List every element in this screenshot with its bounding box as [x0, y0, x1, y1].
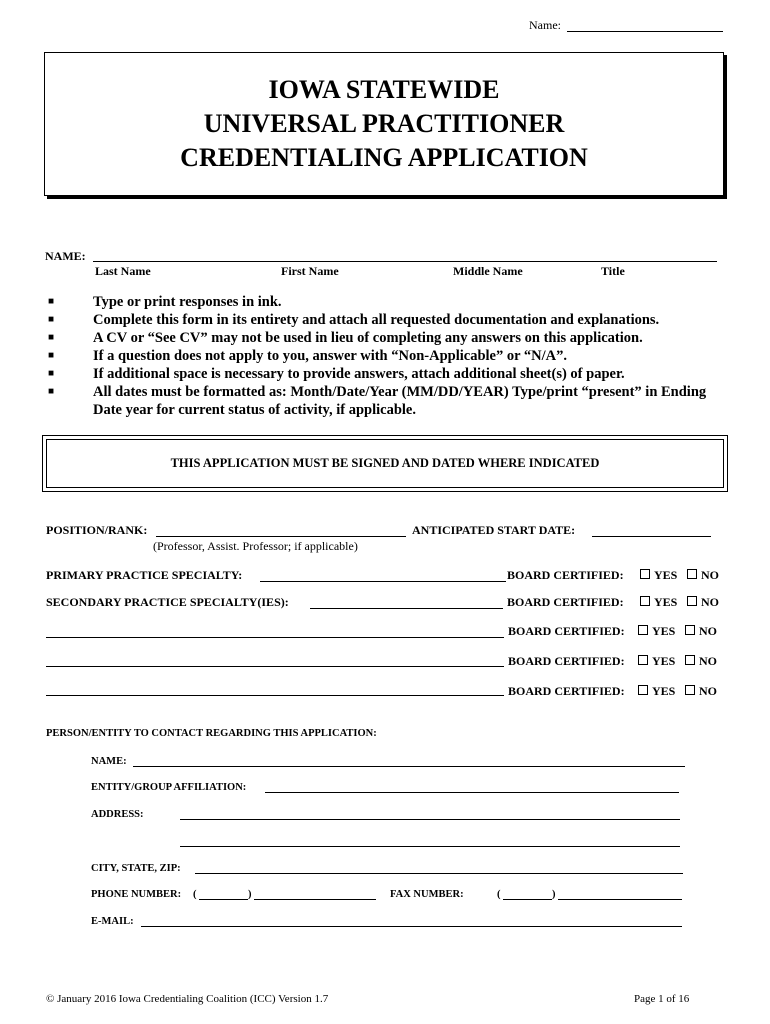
applicant-name-field[interactable] — [93, 261, 717, 262]
fax-paren-open: ( — [497, 889, 501, 900]
phone-paren-close: ) — [248, 889, 252, 900]
checkbox-icon — [687, 596, 697, 606]
additional-specialty-field[interactable] — [46, 637, 504, 638]
contact-name-label: NAME: — [91, 756, 127, 767]
checkbox-icon — [687, 569, 697, 579]
additional-specialty-field[interactable] — [46, 695, 504, 696]
no-checkbox[interactable]: NO — [685, 624, 717, 639]
board-certified-label: BOARD CERTIFIED: — [508, 624, 625, 638]
first-name-label: First Name — [281, 264, 339, 278]
position-rank-label: POSITION/RANK: — [46, 523, 148, 537]
board-certified-label: BOARD CERTIFIED: — [508, 654, 625, 668]
contact-name-field[interactable] — [133, 766, 685, 767]
bullet-icon: ■ — [48, 350, 55, 361]
start-date-label: ANTICIPATED START DATE: — [412, 523, 576, 537]
no-checkbox[interactable]: NO — [685, 654, 717, 669]
checkbox-icon — [638, 685, 648, 695]
affiliation-field[interactable] — [265, 792, 679, 793]
fax-label: FAX NUMBER: — [390, 889, 464, 900]
secondary-specialty-field[interactable] — [310, 608, 503, 609]
checkbox-icon — [638, 625, 648, 635]
sign-notice: THIS APPLICATION MUST BE SIGNED AND DATED WHERE INDICATED — [46, 439, 724, 488]
instructions-list — [46, 293, 726, 419]
phone-paren-open: ( — [193, 889, 197, 900]
yes-checkbox[interactable]: YES — [638, 654, 675, 669]
list-item: ■ If additional space is necessary to provide answers, attach additional sheet(s) of paper. — [48, 366, 625, 382]
board-certified-label: BOARD CERTIFIED: — [507, 568, 624, 582]
city-state-zip-field[interactable] — [195, 873, 683, 874]
position-rank-field[interactable] — [156, 536, 406, 537]
phone-area-code-field[interactable] — [199, 899, 248, 900]
address-field-line-2[interactable] — [180, 846, 680, 847]
checkbox-icon — [685, 625, 695, 635]
list-item: ■ All dates must be formatted as: Month/Date/Year (MM/DD/YEAR) Type/print “present” in Ending Date year for current status of activity, if applicable. — [48, 384, 707, 418]
header-name-label: Name: — [529, 18, 561, 32]
checkbox-icon — [640, 596, 650, 606]
list-item: ■ A CV or “See CV” may not be used in lieu of completing any answers on this application. — [48, 330, 643, 346]
checkbox-icon — [638, 655, 648, 665]
yes-checkbox[interactable]: YES — [638, 624, 675, 639]
footer-copyright: © January 2016 Iowa Credentialing Coalition (ICC) Version 1.7 — [46, 993, 329, 1005]
affiliation-label: ENTITY/GROUP AFFILIATION: — [91, 782, 247, 793]
contact-heading: PERSON/ENTITY TO CONTACT REGARDING THIS APPLICATION: — [46, 728, 377, 739]
address-label: ADDRESS: — [91, 809, 144, 820]
yes-checkbox[interactable]: YES — [640, 595, 677, 610]
title-box — [44, 52, 724, 196]
footer-page-number: Page 1 of 16 — [634, 993, 690, 1005]
yes-checkbox[interactable]: YES — [640, 568, 677, 583]
list-item: ■ Type or print responses in ink. — [48, 294, 282, 310]
fax-number-field[interactable] — [558, 899, 682, 900]
email-field[interactable] — [141, 926, 682, 927]
title-line-3: CREDENTIALING APPLICATION — [180, 143, 588, 172]
start-date-field[interactable] — [592, 536, 711, 537]
fax-area-code-field[interactable] — [503, 899, 552, 900]
checkbox-icon — [685, 655, 695, 665]
sign-notice-box — [42, 435, 728, 492]
bullet-icon: ■ — [48, 386, 55, 397]
checkbox-icon — [640, 569, 650, 579]
phone-number-field[interactable] — [254, 899, 376, 900]
board-certified-label: BOARD CERTIFIED: — [508, 684, 625, 698]
yes-checkbox[interactable]: YES — [638, 684, 675, 699]
title-label: Title — [601, 264, 625, 278]
primary-specialty-label: PRIMARY PRACTICE SPECIALTY: — [46, 568, 243, 582]
title-line-2: UNIVERSAL PRACTITIONER — [203, 109, 565, 138]
fax-paren-close: ) — [552, 889, 556, 900]
list-item: ■ Complete this form in its entirety and attach all requested documentation and explanations. — [48, 312, 660, 328]
bullet-icon: ■ — [48, 368, 55, 379]
primary-specialty-field[interactable] — [260, 581, 506, 582]
position-hint: (Professor, Assist. Professor; if applicable) — [153, 539, 358, 553]
address-field-line-1[interactable] — [180, 819, 680, 820]
email-label: E-MAIL: — [91, 916, 134, 927]
no-checkbox[interactable]: NO — [685, 684, 717, 699]
header-name-field[interactable] — [567, 31, 723, 32]
additional-specialty-field[interactable] — [46, 666, 504, 667]
middle-name-label: Middle Name — [453, 264, 523, 278]
bullet-icon: ■ — [48, 296, 55, 307]
checkbox-icon — [685, 685, 695, 695]
phone-label: PHONE NUMBER: — [91, 889, 182, 900]
applicant-name-label: NAME: — [45, 249, 86, 263]
secondary-specialty-label: SECONDARY PRACTICE SPECIALTY(IES): — [46, 595, 289, 609]
list-item: ■ If a question does not apply to you, answer with “Non-Applicable” or “N/A”. — [48, 348, 567, 364]
board-certified-label: BOARD CERTIFIED: — [507, 595, 624, 609]
city-state-zip-label: CITY, STATE, ZIP: — [91, 863, 181, 874]
title-line-1: IOWA STATEWIDE — [268, 75, 500, 104]
no-checkbox[interactable]: NO — [687, 568, 719, 583]
bullet-icon: ■ — [48, 332, 55, 343]
last-name-label: Last Name — [95, 264, 151, 278]
no-checkbox[interactable]: NO — [687, 595, 719, 610]
bullet-icon: ■ — [48, 314, 55, 325]
